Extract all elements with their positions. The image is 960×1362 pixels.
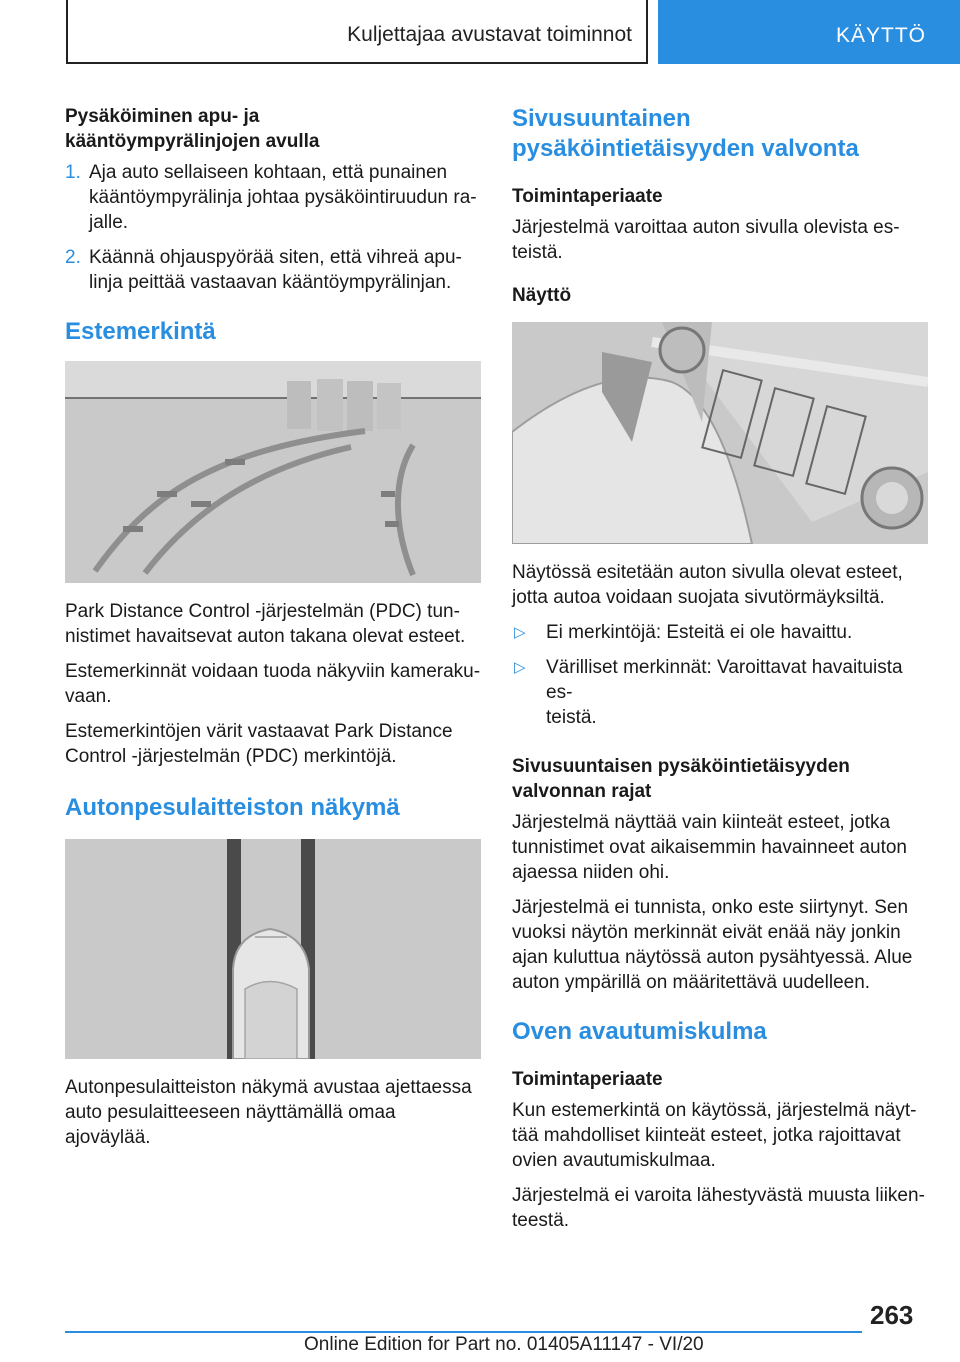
car-wash-view-heading: Autonpesulaitteiston näkymä	[65, 794, 400, 821]
page-number: 263	[870, 1300, 914, 1330]
door-paragraph-2: Järjestelmä ei varoita lähestyvästä muusta liiken‐ teestä.	[512, 1185, 925, 1231]
limits-subheading: Sivusuuntaisen pysäköintietäisyyden valvonnan rajat	[512, 756, 850, 802]
triangle-bullet-icon: ▷	[514, 659, 526, 676]
door-principle-subheading: Toimintaperiaate	[512, 1069, 663, 1090]
side-distance-heading: Sivusuuntainen pysäköintietäisyyden valvonta	[512, 105, 859, 162]
car-wash-view-figure	[65, 839, 481, 1059]
obstacle-marking-heading: Estemerkintä	[65, 318, 216, 345]
obstacle-paragraph-1: Park Distance Control -järjestelmän (PDC) tun‐ nistimet havaitsevat auton takana olevat esteet.	[65, 601, 466, 647]
limits-paragraph-1: Järjestelmä näyttää vain kiinteät esteet, jotka tunnistimet ovat aikaisemmin havainneet auton ajaessa niiden ohi.	[512, 812, 908, 883]
right-column	[512, 104, 928, 1243]
header-chapter-tab[interactable]	[658, 0, 960, 64]
door-paragraph-1: Kun estemerkintä on käytössä, järjestelmä näyt‐ tää mahdolliset kiinteät esteet, jotka rajoittavat ovien avautumiskulmaa.	[512, 1100, 917, 1171]
step-number: 2.	[65, 247, 81, 268]
door-opening-heading: Oven avautumiskulma	[512, 1018, 767, 1045]
obstacle-paragraph-3: Estemerkintöjen värit vastaavat Park Distance Control -järjestelmän (PDC) merkintöjä.	[65, 721, 453, 767]
step-2	[65, 245, 481, 295]
step-text: Aja auto sellaiseen kohtaan, että punainen kääntöympyrälinja johtaa pysäköintiruudun ra‐ jalle.	[89, 162, 477, 233]
car-wash-paragraph: Autonpesulaitteiston näkymä avustaa ajettaessa auto pesulaitteeseen näyttämällä omaa ajoväylää.	[65, 1077, 472, 1148]
step-number: 1.	[65, 162, 81, 183]
display-subheading: Näyttö	[512, 285, 572, 306]
obstacle-paragraph-2: Estemerkinnät voidaan tuoda näkyviin kameraku‐ vaan.	[65, 661, 481, 707]
step-1	[65, 160, 481, 235]
footer-edition-text: Online Edition for Part no. 01405A11147 - VI/20	[304, 1334, 704, 1355]
limits-paragraph-2: Järjestelmä ei tunnista, onko este siirtynyt. Sen vuoksi näytön merkinnät eivät enää näy jonkin ajan kuluttua näytössä auton pysähtyessä. Alue auton ympärillä on määritettävä uudelleen.	[512, 897, 913, 993]
section-title: Kuljettajaa avustavat toiminnot	[347, 23, 632, 46]
display-paragraph: Näytössä esitetään auton sivulla olevat esteet, jotta autoa voidaan suojata sivutörmäyksiltä.	[512, 562, 903, 608]
bullet-no-markings: ▷ Ei merkintöjä: Esteitä ei ole havaittu.	[514, 622, 853, 643]
left-column	[65, 104, 481, 1160]
obstacle-marking-figure	[65, 361, 481, 583]
chapter-title: KÄYTTÖ	[835, 24, 926, 47]
principle-subheading: Toimintaperiaate	[512, 186, 663, 207]
step-text: Käännä ohjauspyörää siten, että vihreä apu‐ linja peittää vastaavan kääntöympyrälinjan.	[89, 247, 462, 293]
header-section-title	[66, 0, 648, 64]
footer-divider	[65, 1331, 862, 1333]
principle-paragraph: Järjestelmä varoittaa auton sivulla olevista es‐ teistä.	[512, 217, 900, 263]
side-distance-display-figure	[512, 322, 928, 544]
triangle-bullet-icon: ▷	[514, 624, 526, 641]
bullet-colored-markings: ▷ Värilliset merkinnät: Varoittavat havaituista es‐ teistä.	[514, 657, 903, 728]
parking-subheading: Pysäköiminen apu- ja kääntöympyrälinjojen avulla	[65, 106, 320, 152]
